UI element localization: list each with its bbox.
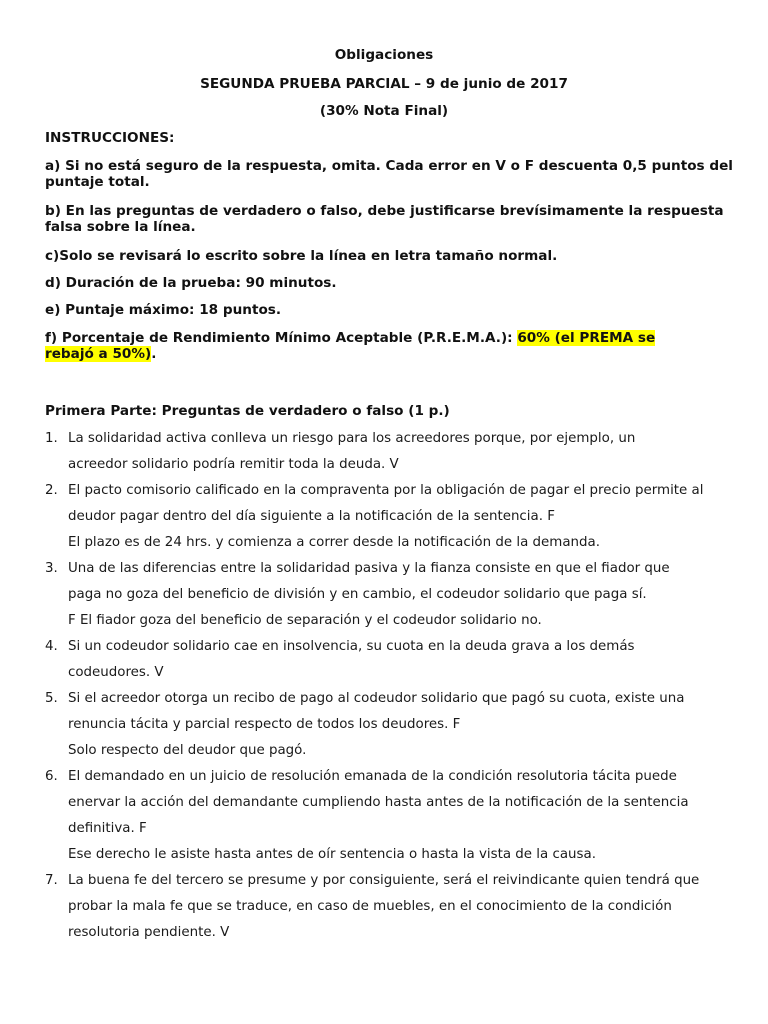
question-line: Si el acreedor otorga un recibo de pago al codeudor solidario que pagó su cuota, existe una [68,691,685,706]
question-number: 4. [45,639,58,654]
question-line: El pacto comisorio calificado en la compraventa por la obligación de pagar el precio permite al [68,483,704,498]
question-line: Una de las diferencias entre la solidaridad pasiva y la fianza consiste en que el fiador que [68,561,670,576]
instruction-f-highlight-2: rebajó a 50%) [45,346,152,362]
question-line: Solo respecto del deudor que pagó. [68,743,307,758]
instruction-a-rest: o F descuenta 0,5 puntos del puntaje total. [45,158,733,190]
question-number: 1. [45,431,58,446]
question-line: El demandado en un juicio de resolución emanada de la condición resolutoria tácita puede [68,769,677,784]
question-number: 2. [45,483,58,498]
instruction-b: b) En las preguntas de verdadero o falso, debe justificarse brevísimamente la respuesta falsa sobre la línea. [45,203,724,235]
question-line: enervar la acción del demandante cumpliendo hasta antes de la notificación de la sentencia [68,795,689,810]
question-line: definitiva. F [68,821,147,836]
question-line: Ese derecho le asiste hasta antes de oír sentencia o hasta la vista de la causa. [68,847,596,862]
question-line: La buena fe del tercero se presume y por consiguiente, será el reivindicante quien tendrá que [68,873,700,888]
question-line: resolutoria pendiente. V [68,925,230,940]
instruction-d: d) Duración de la prueba: 90 minutos. [45,275,337,291]
question-line: El plazo es de 24 hrs. y comienza a correr desde la notificación de la demanda. [68,535,600,550]
instruction-e: e) Puntaje máximo: 18 puntos. [45,302,282,318]
question-line: acreedor solidario podría remitir toda la deuda. V [68,457,399,472]
question-line: paga no goza del beneficio de división y en cambio, el codeudor solidario que paga sí. [68,587,647,602]
question-number: 3. [45,561,58,576]
exam-title: SEGUNDA PRUEBA PARCIAL – 9 de junio de 2017 [200,76,568,92]
instruction-a-text: a) Si no está seguro de la respuesta, omita. Cada error en [45,158,496,174]
question-number: 7. [45,873,58,888]
course-title: Obligaciones [334,47,434,63]
question-line: deudor pagar dentro del día siguiente a la notificación de la sentencia. F [68,509,555,524]
part1-title: Primera Parte: Preguntas de verdadero o falso (1 p.) [45,403,450,419]
question-line: Si un codeudor solidario cae en insolvencia, su cuota en la deuda grava a los demás [68,639,635,654]
question-line: codeudores. V [68,665,164,680]
exam-weight: (30% Nota Final) [319,103,449,119]
instruction-f-end: . [151,346,157,362]
instructions-title: INSTRUCCIONES: [45,130,175,146]
instruction-f-highlight-1: 60% (el PREMA se [517,330,656,346]
instruction-f-text: f) Porcentaje de Rendimiento Mínimo Aceptable (P.R.E.M.A.): [45,330,518,346]
instruction-f [45,330,735,362]
instruction-c: c)Solo se revisará lo escrito sobre la línea en letra tamaño normal. [45,248,558,264]
question-line: renuncia tácita y parcial respecto de todos los deudores. F [68,717,461,732]
instruction-a [45,158,735,190]
question-number: 5. [45,691,58,706]
question-line: F El fiador goza del beneficio de separación y el codeudor solidario no. [68,613,542,628]
question-line: probar la mala fe que se traduce, en caso de muebles, en el conocimiento de la condición [68,899,672,914]
question-line: La solidaridad activa conlleva un riesgo para los acreedores porque, por ejemplo, un [68,431,636,446]
question-number: 6. [45,769,58,784]
instruction-a-v: V [495,158,506,174]
